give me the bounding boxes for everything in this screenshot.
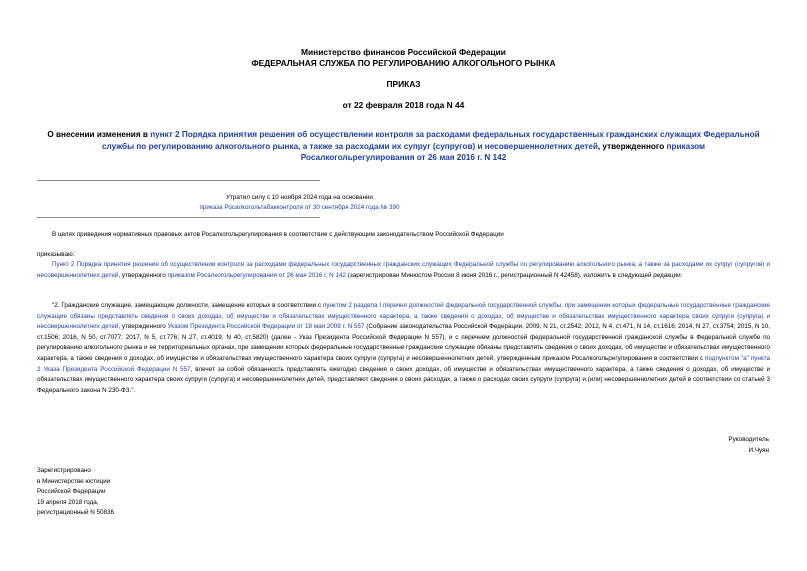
paragraph-1 xyxy=(37,260,770,281)
p2-link-subpoint[interactable]: подпунктом "а" пункта 2 Указа Президента Российской Федерации N 557 xyxy=(37,354,770,373)
signature-name: И.Чуян xyxy=(748,446,769,454)
order-word: приказываю: xyxy=(37,251,75,258)
intro-paragraph: В целях приведения нормативных правовых актов Росалкогольрегулирования в соответствие с действующим законодательством Российской Федерации xyxy=(52,231,504,238)
title-link-order[interactable]: приказом Росалкогольрегулирования от 26 мая 2016 г. N 142 xyxy=(300,141,706,162)
doc-date: от 22 февраля 2018 года N 44 xyxy=(342,100,465,110)
p1-text-1: , утвержденного xyxy=(118,271,168,279)
divider-top xyxy=(37,180,320,181)
p2-link-list[interactable]: пунктом 2 раздела I перечня должностей федеральной государственной службы, при замещении которых федеральные государственные гражданские служащие обязаны представлять сведения о своих доходах, об имуществе и обязательствах имущественного характера, а также сведения о доходах, об имуществе и обязательствах имущественного характера своих супруги (супруга) и несовершеннолетних детей xyxy=(37,302,770,331)
lost-force-note xyxy=(37,193,562,213)
doc-title xyxy=(45,129,762,164)
title-middle: , утвержденного xyxy=(597,141,667,151)
p2-text-4: , влечет за собой обязанность представлять ежегодно сведения о своих доходах, об имуществе и обязательствах имущественного характера, а также сведения о доходах, об имуществе и обязательствах имущественного характера своих супруги (супруга) и несовершеннолетних детей, представляют сведения о своих расходах, а также о расходах своих супруги (супруга) и (или) несовершеннолетних детей в соответствии со статьей 3 Федерального закона N 230-ФЗ.". xyxy=(37,365,770,394)
p1-link-order[interactable]: приказом Росалкогольрегулирования от 26 мая 2016 г. N 142 xyxy=(167,271,346,279)
lost-force-link[interactable]: приказа Росалкогольтабакконтроля от 30 сентября 2024 года № 390 xyxy=(199,204,400,211)
registration-line: Российской Федерации xyxy=(37,488,106,495)
doc-type: ПРИКАЗ xyxy=(386,79,421,89)
registration-line: Зарегистрировано xyxy=(37,467,91,474)
registration-line: регистрационный N 50836 xyxy=(37,509,115,516)
p2-text-3: (Собрание законодательства Российской Федерации, 2009, N 21, ст.2542; 2012, N 4, ст.471, N 14, ст.1616; 2014, N 27, ст.3754; 2015, N 10, ст.1506; 2016, N 50, ст.7077; 2017, N 5, ст.776; N 27, ст.4019; N 40, ст.5820) (далее - Указ Президента Российской Федерации N 557), и с перечнем должностей федеральной государственной гражданской службы в Федеральной службе по регулированию алкогольного рынка и ее территориальных органах, при замещении которых федеральные государственные гражданские служащие обязаны представлять сведения о своих доходах, об имуществе и обязательствах имущественного характера, а также сведения о доходах, об имуществе и обязательствах имущественного характера своих супруги (супруга) и несовершеннолетних детей, утвержденным приказом Росалкогольрегулирования в соответствии с xyxy=(37,323,770,362)
p2-text-2: , утвержденного xyxy=(118,323,168,331)
signature-role: Руководитель xyxy=(728,436,769,443)
lost-force-line: Утратил силу с 10 ноября 2024 года на основании xyxy=(226,194,373,201)
p2-link-decree[interactable]: Указом Президента Российской Федерации от 18 мая 2009 г. N 557 xyxy=(167,323,365,331)
ministry-name: Министерство финансов Российской Федерации xyxy=(301,47,506,57)
p1-link-procedure[interactable]: Пункт 2 Порядка принятия решения об осуществлении контроля за расходами федеральных государственных гражданских служащих Федеральной службы по регулированию алкогольного рынка, а также за расходами их супруг (супругов) и несовершеннолетних детей xyxy=(37,261,770,279)
service-name: ФЕДЕРАЛЬНАЯ СЛУЖБА ПО РЕГУЛИРОВАНИЮ АЛКОГОЛЬНОГО РЫНКА xyxy=(251,58,556,68)
p1-text-2: (зарегистрирован Минюстом России 8 июня 2016 г., регистрационный N 42458), изложить в следующей редакции: xyxy=(345,271,683,279)
registration-block xyxy=(37,466,114,519)
title-prefix: О внесении изменения в xyxy=(47,130,151,139)
signature-block xyxy=(728,435,769,456)
divider-bottom xyxy=(37,217,320,218)
registration-line: 19 апреля 2018 года, xyxy=(37,498,99,506)
p2-text-1: "2. Гражданские служащие, замещающие должности, замещение которых в соответствии с xyxy=(52,302,323,309)
registration-line: в Министерстве юстиции xyxy=(37,477,111,485)
title-link-procedure[interactable]: пункт 2 Порядка принятия решения об осуществлении контроля за расходами федеральных государственных гражданских служащих Федеральной службы по регулированию алкогольного рынка, а также за расходами их супруг (супругов) и несовершеннолетних детей xyxy=(101,130,760,151)
paragraph-2 xyxy=(37,301,770,396)
